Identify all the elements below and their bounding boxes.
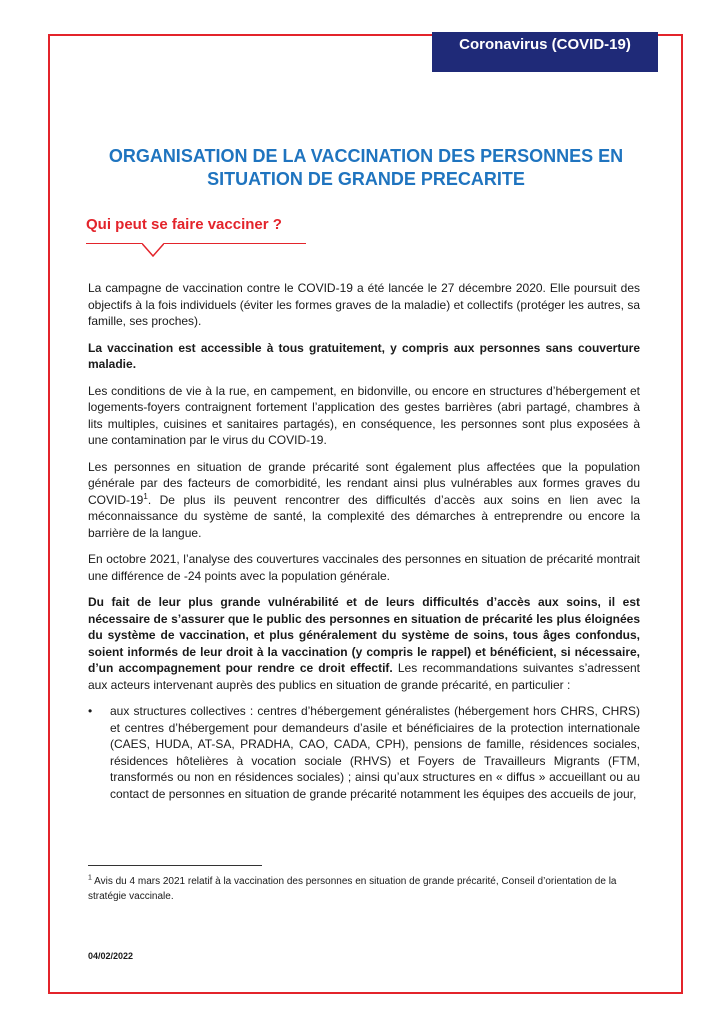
footnote-divider (88, 865, 262, 866)
paragraph-recommendations (88, 594, 640, 693)
bullet-icon: • (88, 704, 93, 718)
paragraph-comorbidity-text-a: Les personnes en situation de grande précarité sont également plus affectées que la population générale par des facteurs de comorbidité, les rendant ainsi plus vulnérables aux formes graves du COVID-19 (88, 459, 640, 507)
paragraph-campaign: La campagne de vaccination contre le COVID-19 a été lancée le 27 décembre 2020. Elle poursuit des objectifs à la fois individuels (éviter les formes graves de la maladie) et collectifs (protéger les autres, sa famille, ses proches). (88, 281, 640, 328)
speech-notch-icon (142, 243, 164, 257)
paragraph-comorbidity (88, 459, 640, 542)
body-text (88, 280, 640, 802)
section-heading-rule (86, 243, 306, 244)
title-line-1: ORGANISATION DE LA VACCINATION DES PERSONNES EN (108, 146, 624, 166)
paragraph-comorbidity-text-b: . De plus ils peuvent rencontrer des difficultés d’accès aux soins en lien avec la méconnaissance du système de santé, la complexité des démarches à entreprendre ou encore la barrière de la langue. (88, 492, 640, 540)
document-title (60, 145, 672, 191)
list-item (88, 703, 640, 802)
banner (432, 32, 658, 72)
document-date: 04/02/2022 (88, 951, 134, 961)
footnote-reference: 1 (143, 491, 148, 501)
footnote-number: 1 (88, 874, 92, 882)
paragraph-living-conditions: Les conditions de vie à la rue, en campement, en bidonville, ou encore en structures d’hébergement et logements-foyers contraignent fortement l’application des gestes barrières (abri partagé, chambres à lits multiples, cuisines et sanitaires partagés), en conséquence, les personnes sont plus exposées à une contamination par le virus du COVID-19. (88, 383, 640, 447)
paragraph-recommendations-bold: Du fait de leur plus grande vulnérabilité et de leurs difficultés d’accès aux soins, il est nécessaire de s’assurer que le public des personnes en situation de précarité les plus éloignées du système de vaccination, et plus généralement du système de soins, tous âges confondus, soient informés de leur droit à la vaccination (y compris le rappel) et bénéficient, si nécessaire, d’un accompagnement pour rendre ce droit effectif. (88, 595, 640, 675)
footnote-text: Avis du 4 mars 2021 relatif à la vaccination des personnes en situation de grande précarité, Conseil d’orientation de la stratégie vaccinale. (88, 876, 617, 902)
paragraph-free-access: La vaccination est accessible à tous gratuitement, y compris aux personnes sans couverture maladie. (88, 340, 640, 371)
list-item-text: aux structures collectives : centres d’hébergement généralistes (hébergement hors CHRS, CHRS) et centres d’hébergement pour demandeurs d’asile et bénéficiaires de la protection internationale (CAES, HUDA, AT-SA, PRADHA, CAO, CADA, CPH), pensions de famille, résidences sociales, résidences hôtelières à vocation sociale (RHVS) et Foyers de Travailleurs Migrants (FTM, transformés ou non en résidences sociales) ; ainsi qu’aux structures en « diffus » accueillant ou au contact de personnes en situation de grande précarité notamment les équipes des accueils de jour, (110, 704, 640, 801)
footnote (88, 874, 648, 904)
paragraph-coverage-gap: En octobre 2021, l’analyse des couvertures vaccinales des personnes en situation de précarité montrait une différence de -24 points avec la population générale. (88, 552, 640, 583)
section-heading: Qui peut se faire vacciner ? (86, 216, 282, 233)
paragraph-recommendations-rest: Les recommandations suivantes s’adressent aux acteurs intervenant auprès des publics en situation de grande précarité, en particulier : (88, 661, 641, 692)
banner-text: Coronavirus (COVID-19) (459, 36, 631, 53)
title-line-2: SITUATION DE GRANDE PRECARITE (207, 169, 525, 189)
